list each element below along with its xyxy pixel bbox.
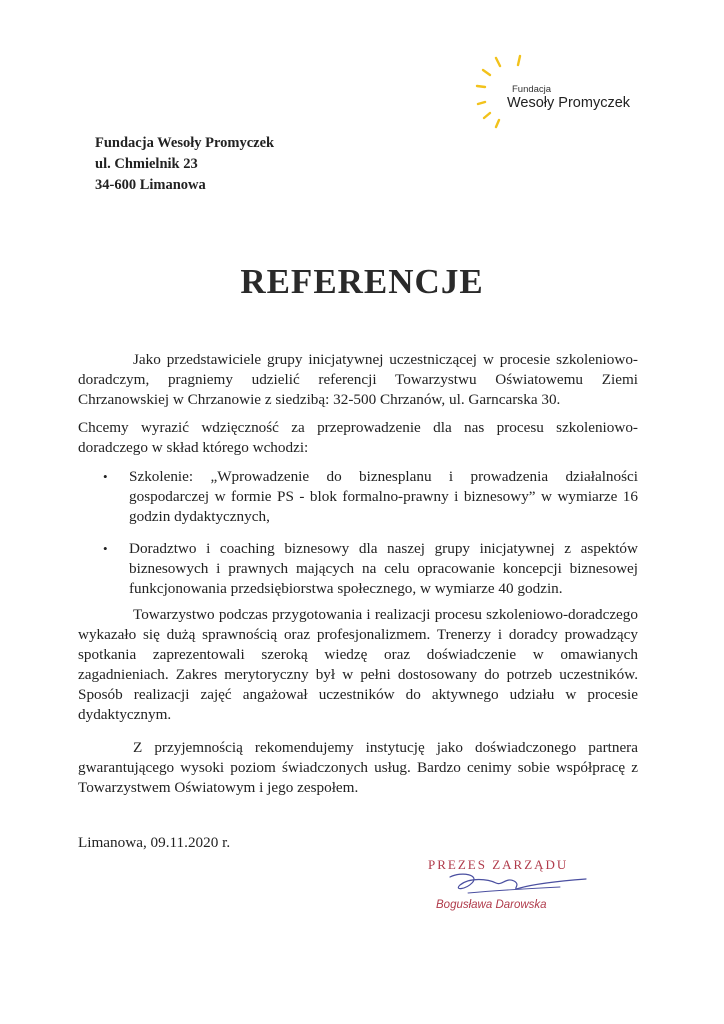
paragraph-recommendation: Z przyjemnością rekomendujemy instytucję jako doświadczonego partnera gwarantującego wysoki poziom świadczonych usług. Bardzo cenimy sobie współpracę z Towarzystwem Oświatowym i jego zespołem. bbox=[78, 739, 638, 796]
stamp-name: Bogusława Darowska bbox=[436, 899, 547, 911]
list-item bbox=[103, 539, 638, 599]
place-and-date: Limanowa, 09.11.2020 r. bbox=[78, 834, 231, 851]
sender-address bbox=[95, 133, 274, 196]
bullet-text: Doradztwo i coaching biznesowy dla naszej grupy inicjatywnej z aspektów biznesowych i prawnych mających na celu opracowanie koncepcji biznesowej funkcjonowania przedsiębiorstwa społecznego, w wymiarze 40 godzin. bbox=[129, 540, 638, 597]
paragraph-intro: Jako przedstawiciele grupy inicjatywnej uczestniczącej w procesie szkoleniowo-doradczym, pragniemy udzielić referencji Towarzystwu Oświatowemu Ziemi Chrzanowskiej w Chrzanowie z siedzibą: 32-500 Chrzanów, ul. Garncarska 30. bbox=[78, 351, 638, 408]
services-list bbox=[103, 467, 638, 611]
document-title: REFERENCJE bbox=[240, 262, 484, 301]
list-item bbox=[103, 467, 638, 527]
bullet-marker: • bbox=[103, 469, 108, 484]
handwritten-signature bbox=[410, 855, 610, 925]
logo-line-1: Fundacja bbox=[512, 84, 552, 95]
paragraph-thanks: Chcemy wyrazić wdzięczność za przeprowadzenie dla nas procesu szkoleniowo-doradczego w skład którego wchodzi: bbox=[78, 419, 638, 456]
signature-stamp bbox=[410, 855, 610, 925]
stamp-title: PREZES ZARZĄDU bbox=[428, 857, 569, 872]
sender-name: Fundacja Wesoły Promyczek bbox=[95, 135, 275, 151]
sender-street: ul. Chmielnik 23 bbox=[95, 156, 198, 172]
bullet-marker: • bbox=[103, 541, 108, 556]
bullet-text: Szkolenie: „Wprowadzenie do biznesplanu i prowadzenia działalności gospodarczej w formie PS - blok formalno-prawny i biznesowy” w wymiarze 16 godzin dydaktycznych, bbox=[129, 468, 638, 525]
foundation-logo bbox=[474, 52, 654, 132]
paragraph-evaluation: Towarzystwo podczas przygotowania i realizacji procesu szkoleniowo-doradczego wykazało się dużą sprawnością oraz profesjonalizmem. Trenerzy i doradcy prowadzący spotkania zaprezentowali szeroką wiedzę oraz doświadczenie w omawianych zagadnieniach. Zakres merytoryczny był w pełni dostosowany do potrzeb uczestników. Sposób realizacji zajęć angażował uczestników do aktywnego udziału w procesie dydaktycznym. bbox=[78, 606, 638, 723]
sender-city: 34-600 Limanowa bbox=[95, 177, 206, 193]
logo-line-2: Wesoły Promyczek bbox=[507, 95, 631, 111]
